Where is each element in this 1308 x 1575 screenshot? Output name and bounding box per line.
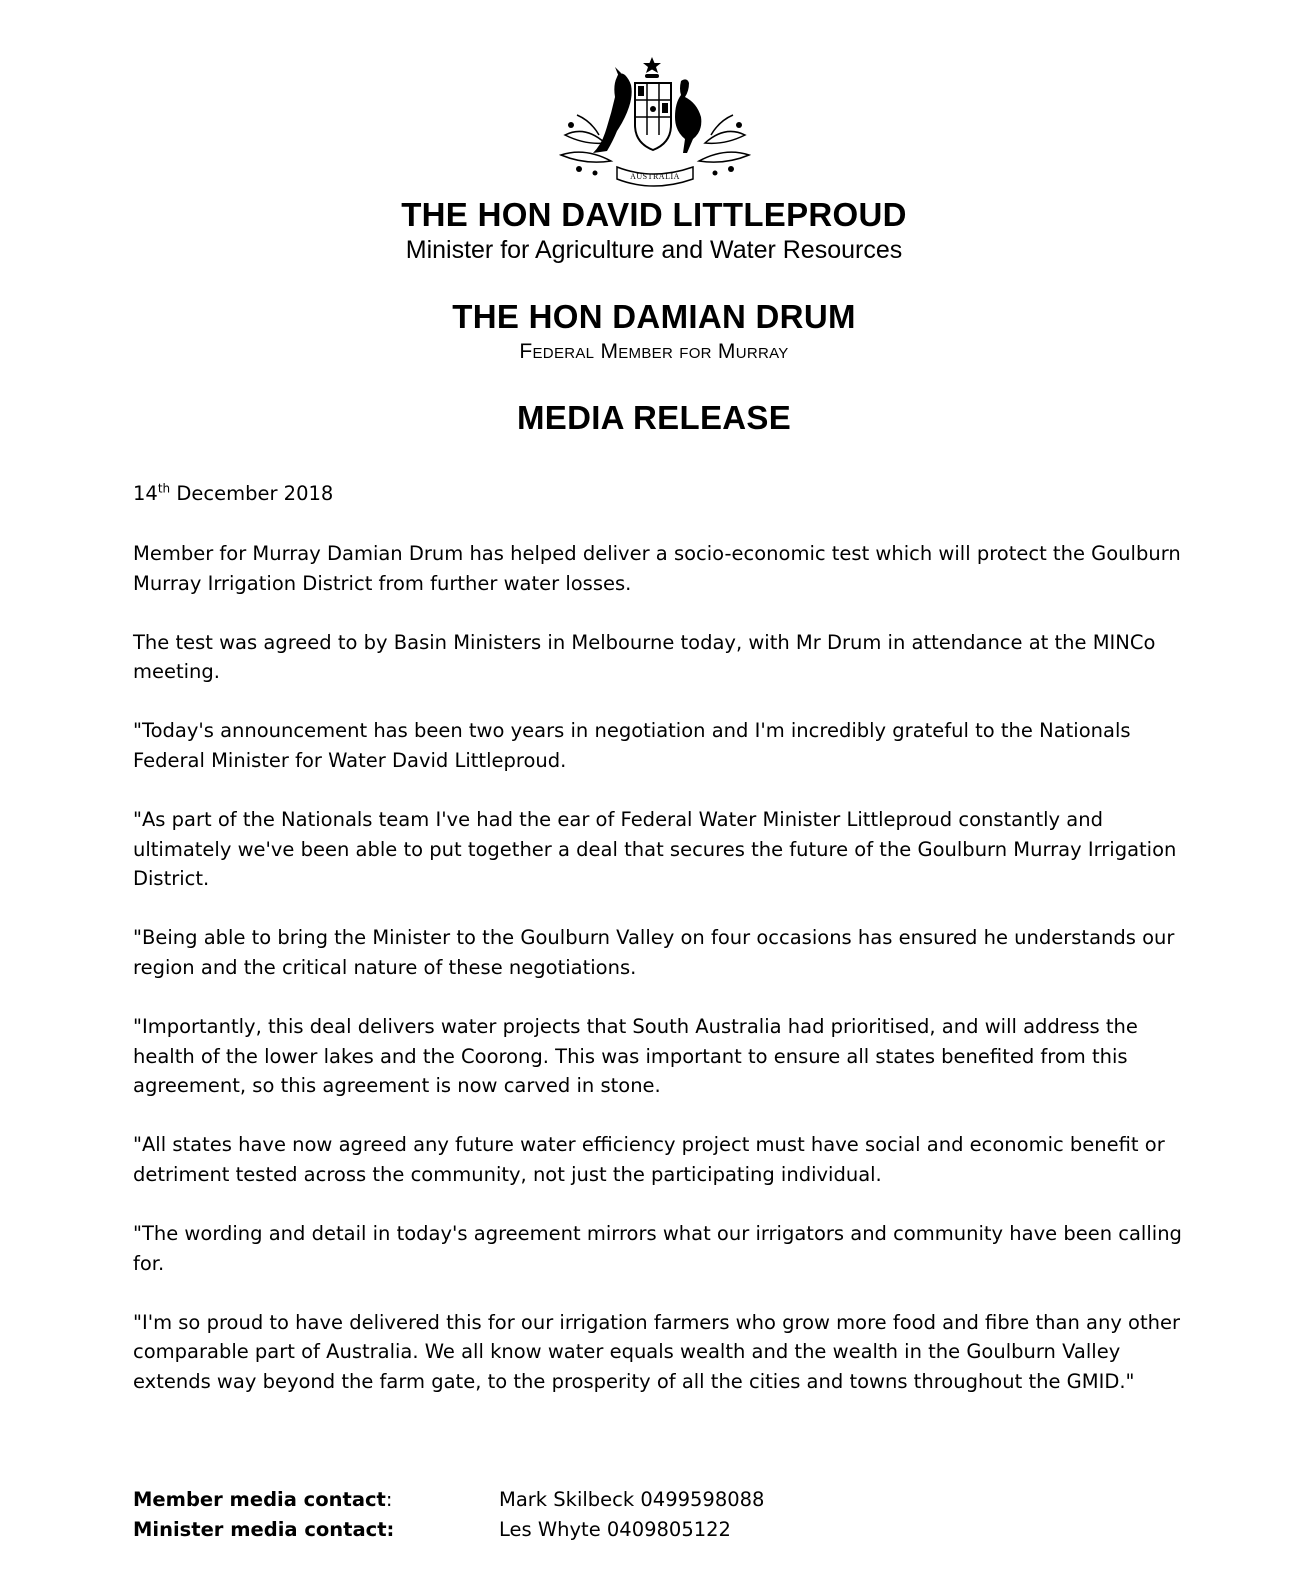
member-name: THE HON DAMIAN DRUM <box>452 298 856 335</box>
member-contact-label: Member media contact: <box>133 1488 393 1511</box>
member-title: Federal Member for Murray <box>519 340 789 363</box>
body-paragraph: "Importantly, this deal delivers water projects that South Australia had prioritised, and will address the health of the lower lakes and the Coorong. This was important to ensure all states benefited from this agreement, so this agreement is now carved in stone. <box>133 1015 1138 1098</box>
body-paragraph: "I'm so proud to have delivered this for our irrigation farmers who grow more food and fibre than any other comparable part of Australia. We all know water equals wealth and the wealth in the Goulburn Valley extends way beyond the farm gate, to the prosperity of all the cities and towns throughout the GMID." <box>133 1310 1181 1393</box>
member-contact-value: Mark Skilbeck 0499598088 <box>499 1488 765 1511</box>
release-title: MEDIA RELEASE <box>516 399 792 436</box>
body-paragraph: "All states have now agreed any future water efficiency project must have social and economic benefit or detriment tested across the community, not just the participating individual. <box>133 1133 1165 1186</box>
member-contact-row <box>133 1485 833 1515</box>
date-day: 14 <box>133 482 158 505</box>
minister-contact-value: Les Whyte 0409805122 <box>499 1517 731 1541</box>
crest-scroll-text: AUSTRALIA <box>630 172 680 181</box>
coat-of-arms-logo <box>555 55 755 195</box>
kangaroo-icon <box>593 73 632 153</box>
date-rest: December 2018 <box>176 482 334 505</box>
release-date <box>133 479 1183 509</box>
body-paragraph: "Today's announcement has been two years in negotiation and I'm incredibly grateful to the Nationals Federal Minister for Water David Littleproud. <box>133 719 1131 772</box>
minister-name: THE HON DAVID LITTLEPROUD <box>401 196 907 233</box>
media-contacts <box>133 1485 833 1544</box>
body-paragraph: Member for Murray Damian Drum has helped deliver a socio-economic test which will protect the Goulburn Murray Irrigation District from further water losses. <box>133 542 1181 595</box>
body-paragraph: The test was agreed to by Basin Ministers in Melbourne today, with Mr Drum in attendance at the MINCo meeting. <box>133 630 1156 684</box>
emu-icon <box>675 79 701 153</box>
minister-contact-row <box>133 1515 833 1545</box>
minister-title: Minister for Agriculture and Water Resources <box>405 236 903 264</box>
date-suffix: th <box>157 481 171 496</box>
body-paragraph: "Being able to bring the Minister to the Goulburn Valley on four occasions has ensured he understands our region and the critical nature of these negotiations. <box>133 926 1175 979</box>
star-icon <box>643 57 661 73</box>
release-body <box>133 539 1183 1426</box>
body-paragraph: "The wording and detail in today's agreement mirrors what our irrigators and community have been calling for. <box>133 1222 1182 1275</box>
minister-contact-label: Minister media contact: <box>133 1517 395 1541</box>
body-paragraph: "As part of the Nationals team I've had the ear of Federal Water Minister Littleproud constantly and ultimately we've been able to put together a deal that secures the future of the Goulburn Murray Irrigation District. <box>133 808 1177 891</box>
